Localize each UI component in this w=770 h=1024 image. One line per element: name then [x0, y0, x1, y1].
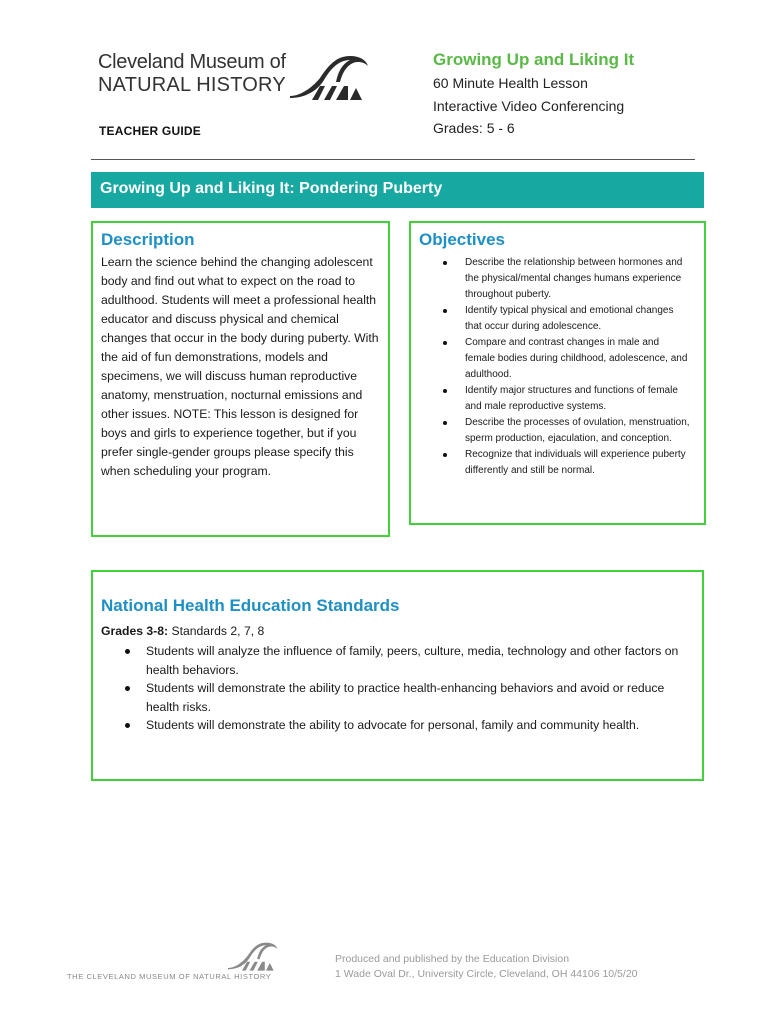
- bullet-icon: [125, 686, 130, 691]
- list-item: Recognize that individuals will experience puberty differently and still be normal.: [411, 447, 701, 479]
- footer-address: 1 Wade Oval Dr., University Circle, Cleveland, OH 44106 10/5/20: [335, 968, 638, 980]
- section-banner: [91, 172, 704, 208]
- list-item: Identify typical physical and emotional changes that occur during adolescence.: [411, 303, 701, 335]
- logo-line-2: NATURAL HISTORY: [98, 74, 286, 96]
- list-item: Compare and contrast changes in male and female bodies during childhood, adolescence, and adulthood.: [411, 335, 701, 383]
- description-body: Learn the science behind the changing adolescent body and find out what to expect on the road to adulthood. Students will meet a professional health educator and discuss physical and chemical changes that occur in the body during puberty. With the aid of fun demonstrations, models and specimens, we will discuss human reproductive anatomy, menstruation, nocturnal emissions and other issues. NOTE: This lesson is designed for boys and girls to experience together, but if you prefer single-gender groups please specify this when scheduling your program.: [101, 255, 379, 478]
- lesson-format: Interactive Video Conferencing: [433, 98, 625, 114]
- dinosaur-logo-icon: [228, 940, 280, 972]
- bullet-icon: [443, 453, 447, 457]
- banner-title: Growing Up and Liking It: Pondering Puberty: [100, 180, 443, 197]
- logo-line-1: Cleveland Museum of: [98, 51, 286, 73]
- museum-logo: [98, 52, 378, 104]
- list-item: Students will demonstrate the ability to practice health-enhancing behaviors and avoid or reduce health risks.: [93, 679, 698, 716]
- lesson-title: Growing Up and Liking It: [433, 50, 635, 69]
- description-box: [91, 221, 390, 537]
- standards-list: [93, 642, 698, 735]
- dinosaur-logo-icon: [290, 52, 372, 102]
- list-item: Identify major structures and functions of female and male reproductive systems.: [411, 383, 701, 415]
- standards-box: [91, 570, 704, 781]
- bullet-icon: [125, 649, 130, 654]
- footer-publisher: Produced and published by the Education Division: [335, 953, 570, 965]
- objectives-list: [411, 255, 701, 479]
- description-heading: Description: [101, 230, 195, 249]
- list-item: Describe the relationship between hormones and the physical/mental changes humans experience throughout puberty.: [411, 255, 701, 303]
- footer-organization: THE CLEVELAND MUSEUM OF NATURAL HISTORY: [67, 972, 272, 981]
- bullet-icon: [443, 421, 447, 425]
- objectives-box: [409, 221, 706, 525]
- lesson-duration: 60 Minute Health Lesson: [433, 75, 588, 91]
- standards-grades: Grades 3-8: Standards 2, 7, 8: [101, 624, 265, 638]
- bullet-icon: [443, 389, 447, 393]
- bullet-icon: [125, 723, 130, 728]
- bullet-icon: [443, 261, 447, 265]
- teacher-guide-label: TEACHER GUIDE: [99, 124, 201, 138]
- list-item: Describe the processes of ovulation, menstruation, sperm production, ejaculation, and conception.: [411, 415, 701, 447]
- bullet-icon: [443, 341, 447, 345]
- list-item: Students will analyze the influence of family, peers, culture, media, technology and other factors on health behaviors.: [93, 642, 698, 679]
- standards-heading: National Health Education Standards: [101, 596, 400, 615]
- bullet-icon: [443, 309, 447, 313]
- lesson-grades: Grades: 5 - 6: [433, 120, 515, 136]
- list-item: Students will demonstrate the ability to advocate for personal, family and community health.: [93, 716, 698, 735]
- objectives-heading: Objectives: [419, 230, 505, 249]
- header-divider: [91, 159, 695, 160]
